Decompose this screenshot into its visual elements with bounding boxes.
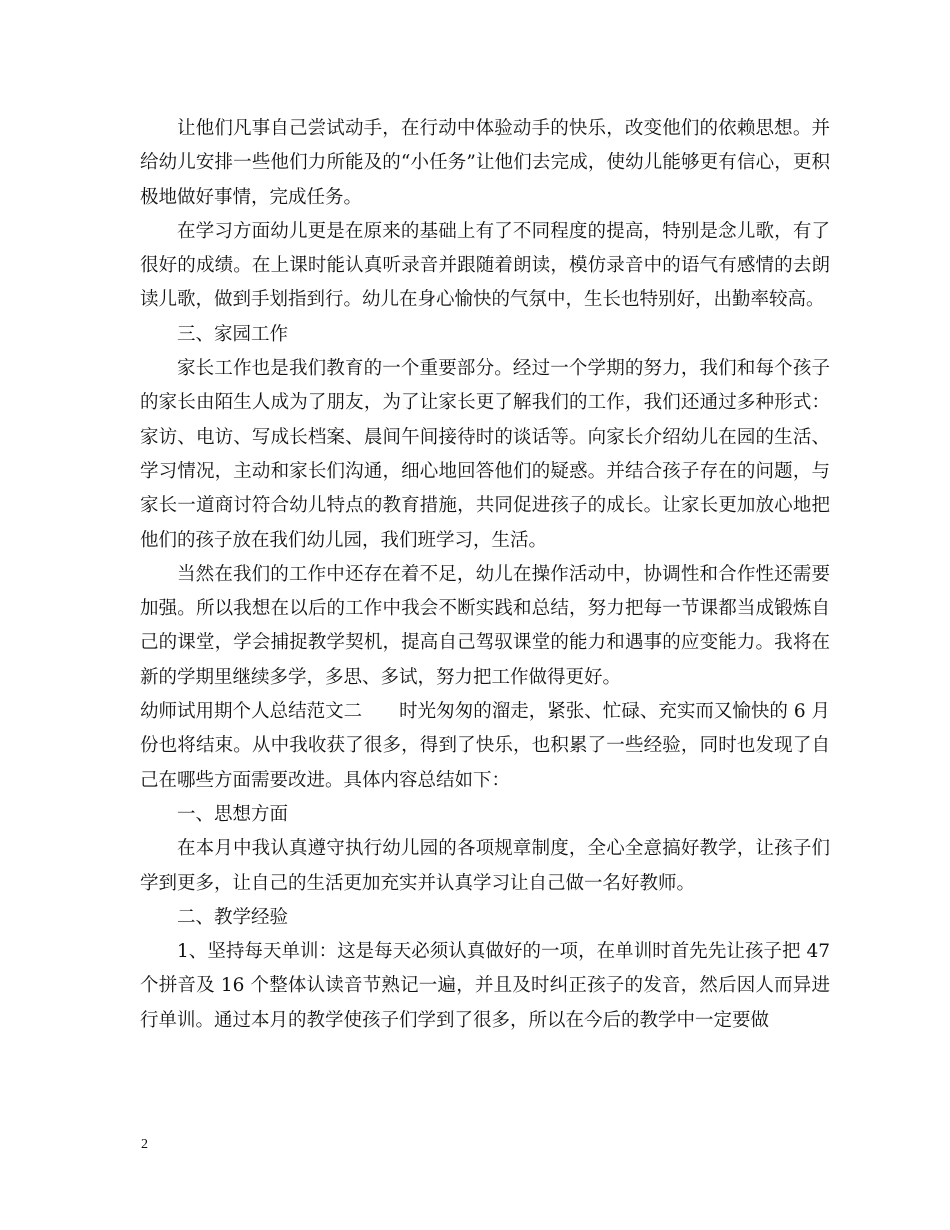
paragraph-5: 在本月中我认真遵守执行幼儿园的各项规章制度，全心全意搞好教学，让孩子们学到更多，让自己的生活更加充实并认真学习让自己做一名好教师。 [140, 838, 830, 894]
paragraph-3: 家长工作也是我们教育的一个重要部分。经过一个学期的努力，我们和每个孩子的家长由陌生人成为了朋友，为了让家长更了解我们的工作，我们还通过多种形式：家访、电访、写成长档案、晨间午间接待时的谈话等。向家长介绍幼儿在园的生活、学习情况，主动和家长们沟通，细心地回答他们的疑惑。并结合孩子存在的问题，与家长一道商讨符合幼儿特点的教育措施，共同促进孩子的成长。让家长更加放心地把他们的孩子放在我们幼儿园，我们班学习，生活。 [140, 358, 830, 551]
paragraph-4: 当然在我们的工作中还存在着不足，幼儿在操作活动中，协调性和合作性还需要加强。所以我想在以后的工作中我会不断实践和总结，努力把每一节课都当成锻炼自己的课堂，学会捕捉教学契机，提高自己驾驭课堂的能力和遇事的应变能力。我将在新的学期里继续多学，多思、多试，努力把工作做得更好。 [140, 563, 830, 688]
section-heading-teaching-experience: 二、教学经验 [177, 906, 289, 928]
section-heading-home-school-work: 三、家园工作 [177, 323, 289, 345]
page-number: 2 [141, 1137, 148, 1152]
document-body [140, 112, 830, 1038]
section-heading-thinking: 一、思想方面 [177, 803, 289, 825]
paragraph-6: 1、坚持每天单训：这是每天必须认真做好的一项，在单训时首先先让孩子把 47 个拼音及 16 个整体认读音节熟记一遍，并且及时纠正孩子的发音，然后因人而异进行单训。通过本月的教学使孩子们学到了很多，所以在今后的教学中一定要做 [140, 941, 830, 1031]
paragraph-1: 让他们凡事自己尝试动手，在行动中体验动手的快乐，改变他们的依赖思想。并给幼儿安排一些他们力所能及的“小任务”让他们去完成，使幼儿能够更有信心，更积极地做好事情，完成任务。 [140, 118, 830, 208]
paragraph-2: 在学习方面幼儿更是在原来的基础上有了不同程度的提高，特别是念儿歌，有了很好的成绩。在上课时能认真听录音并跟随着朗读，模仿录音中的语气有感情的去朗读儿歌，做到手划指到行。幼儿在身心愉快的气氛中，生长也特别好，出勤率较高。 [140, 220, 830, 311]
paragraph-essay-two-intro: 幼师试用期个人总结范文二 时光匆匆的溜走，紧张、忙碌、充实而又愉快的 6 月份也将结束。从中我收获了很多，得到了快乐，也积累了一些经验，同时也发现了自己在哪些方面需要改进。具体内容总结如下： [140, 701, 830, 791]
